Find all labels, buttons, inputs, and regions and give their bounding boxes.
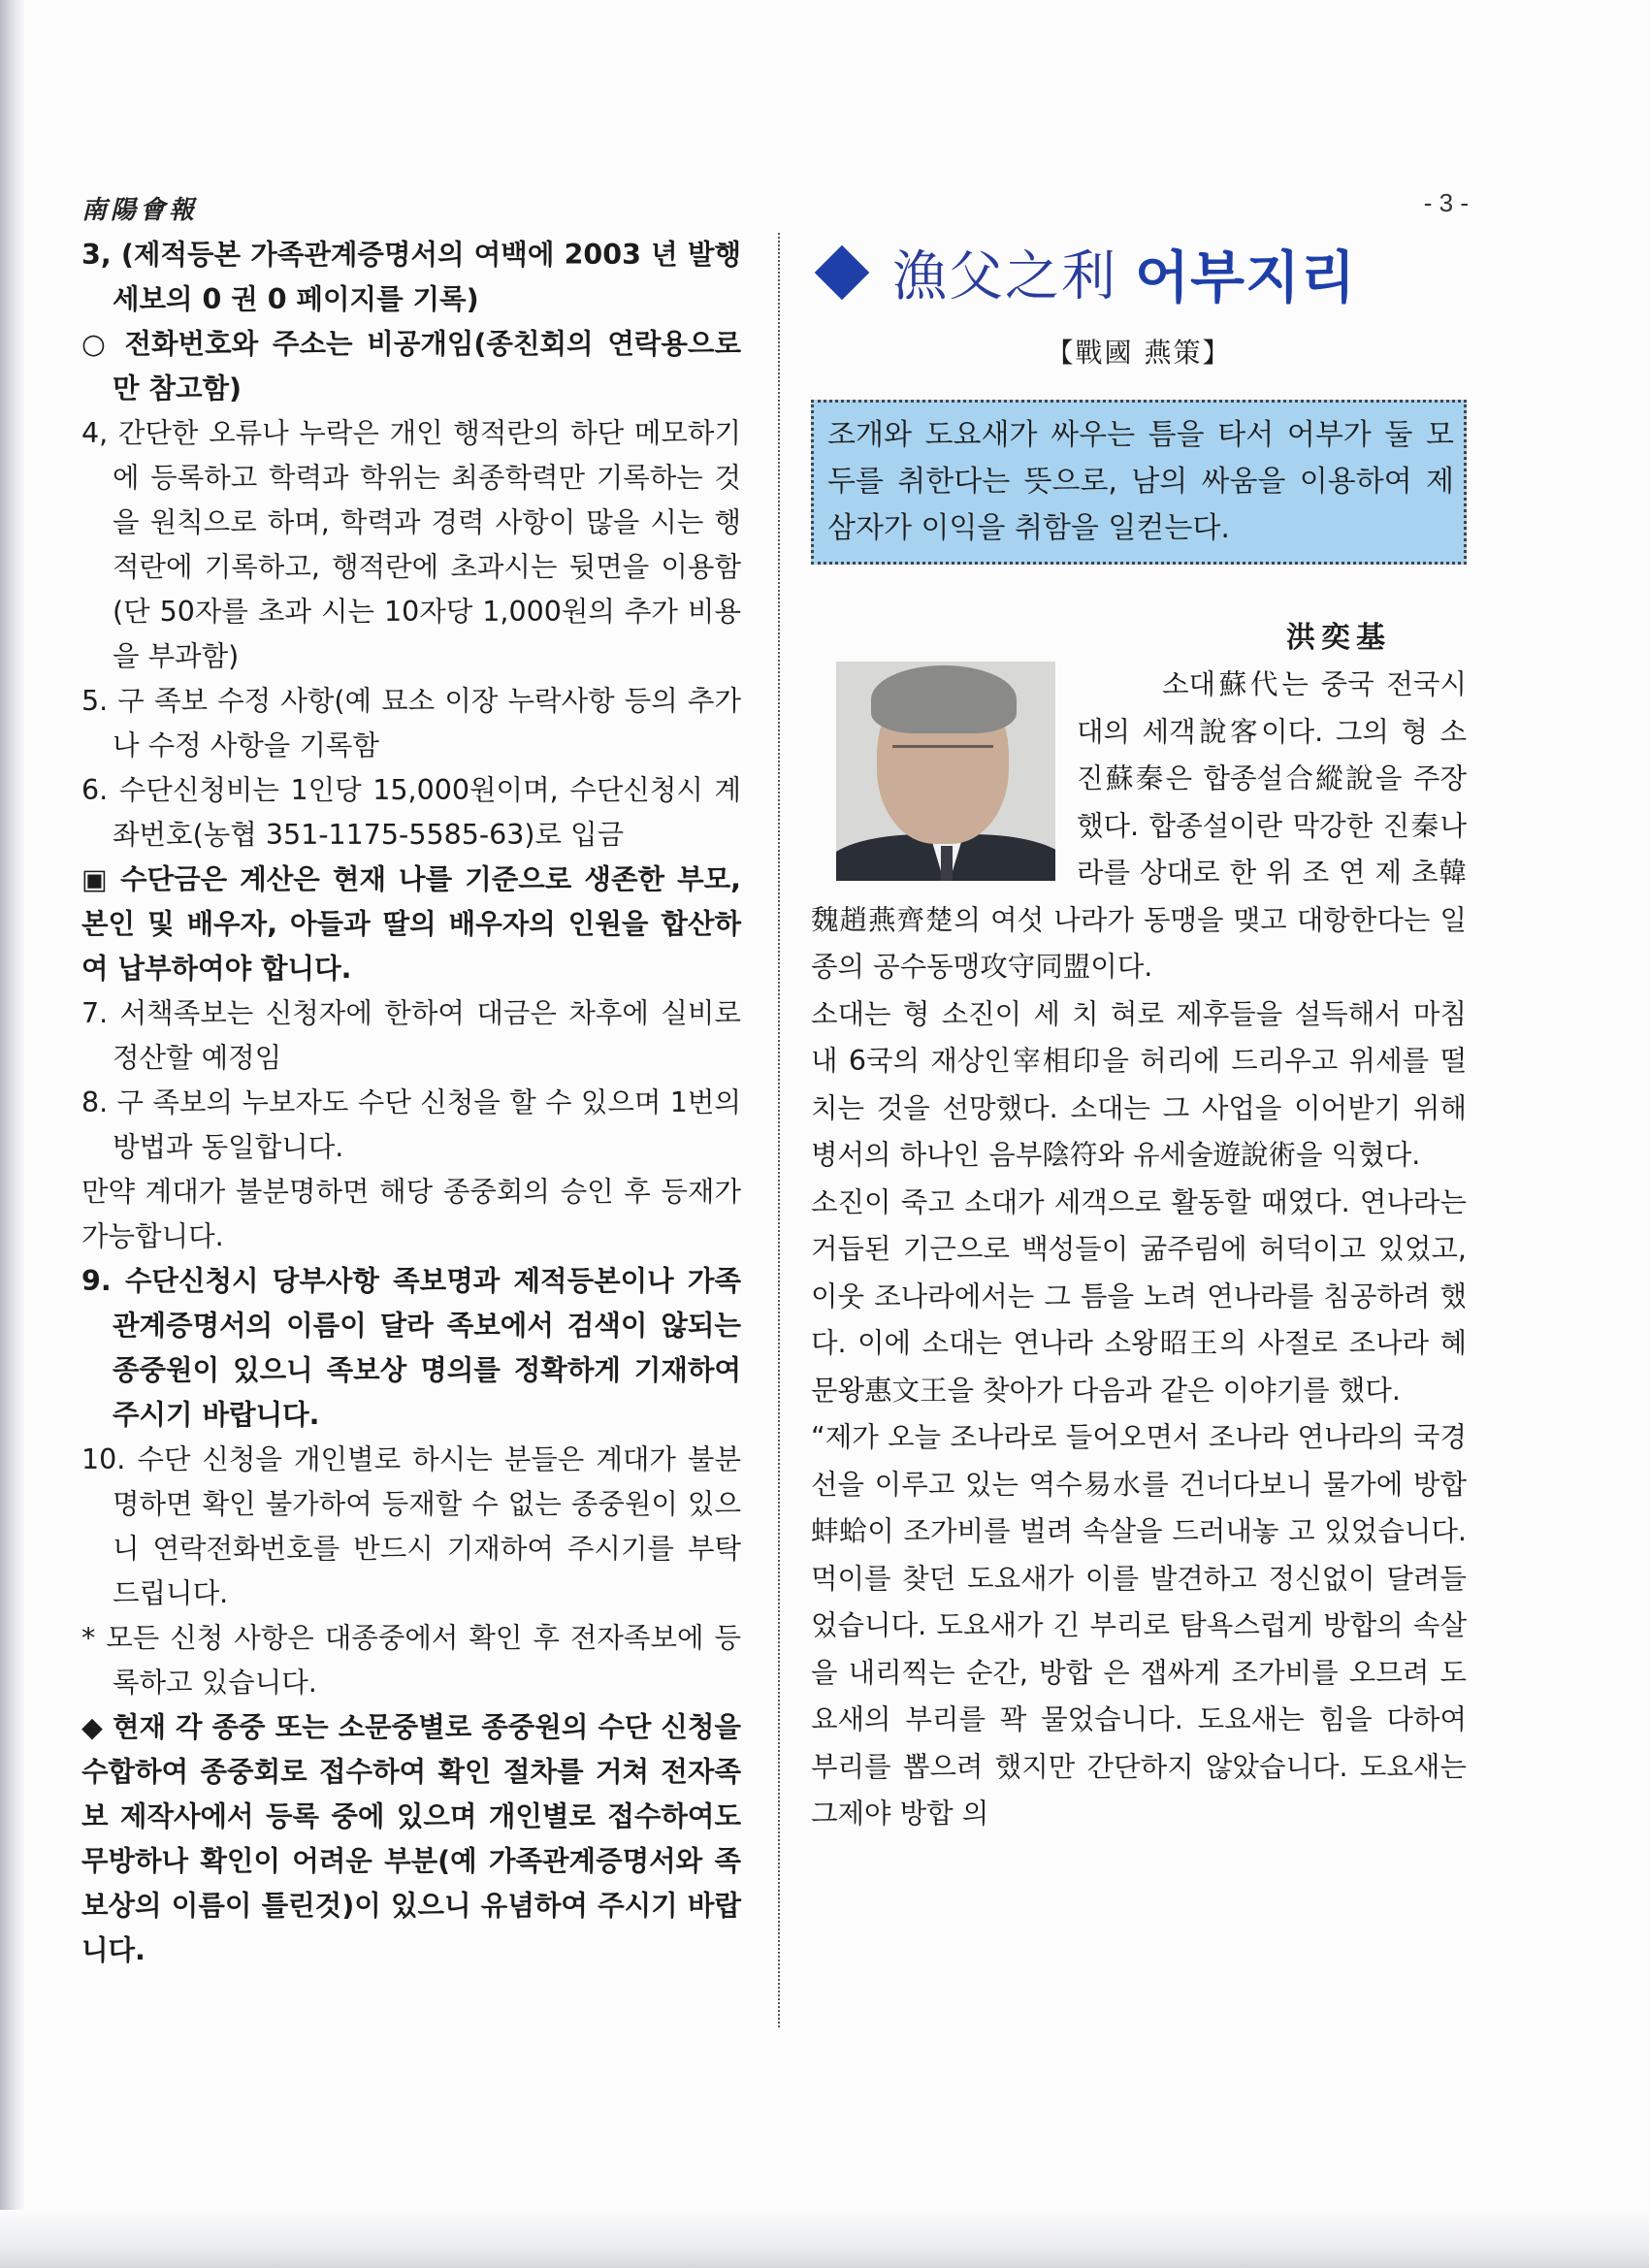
item-10: 10. 수단 신청을 개인별로 하시는 분들은 계대가 불분명하면 확인 불가하여 등재할 수 없는 종중원이 있으니 연락전화번호를 반드시 기재하여 주시기를 부탁드립니다. <box>81 1443 741 1609</box>
right-column <box>811 233 1467 1838</box>
author-portrait <box>836 662 1055 881</box>
item-6: 6. 수단신청비는 1인당 15,000원이며, 수단신청시 계좌번호(농협 351-1175-5585-63)로 입금 <box>81 774 741 851</box>
article-body <box>811 662 1467 1838</box>
title-hangul: 어부지리 <box>1135 244 1357 310</box>
diamond-bullet-icon <box>815 245 870 301</box>
article-paragraph: 소대는 형 소진이 세 치 혀로 제후들을 설득해서 마침내 6국의 재상인宰相印을 허리에 드리우고 위세를 떨치는 것을 선망했다. 소대는 그 사업을 이어받기 위해 병서의 하나인 음부陰符와 유세술遊說術을 익혔다. <box>811 997 1467 1171</box>
item-8: 8. 구 족보의 누보자도 수단 신청을 할 수 있으며 1번의 방법과 동일합니다. <box>81 1086 741 1163</box>
author-name: 洪奕基 <box>1286 621 1391 655</box>
item-9: 9. 수단신청시 당부사항 족보명과 제적등본이나 가족관계증명서의 이름이 달라 족보에서 검색이 않되는 종중원이 있으니 족보상 명의를 정확하게 기재하여 주시기 바랍니다. <box>81 1265 741 1431</box>
column-divider <box>778 233 780 2027</box>
privacy-note: ○ 전화번호와 주소는 비공개임(종친회의 연락용으로만 참고함) <box>81 328 741 405</box>
scan-edge-left <box>0 0 25 2268</box>
article-paragraph: 소대蘇代는 중국 전국시대의 세객說客이다. 그의 형 소진蘇秦은 합종설合縱說을 주장했다. 합종설이란 막강한 진秦나라를 상대로 한 위 조 연 제 초韓魏趙燕齊楚의 여섯 나라가 동맹을 맺고 대항한다는 일종의 공수동맹攻守同盟이다. <box>811 668 1467 983</box>
article-title <box>813 233 1467 312</box>
item-4: 4, 간단한 오류나 누락은 개인 행적란의 하단 메모하기에 등록하고 학력과 학위는 최종학력만 기록하는 것을 원칙으로 하며, 학력과 경력 사항이 많을 시는 행적란에 기록하고, 행적란에 초과시는 뒷면을 이용함(단 50자를 초과 시는 10자당 1,000원의 추가 비용을 부과함) <box>81 417 741 672</box>
article-paragraph: “제가 오늘 조나라로 들어오면서 조나라 연나라의 국경선을 이루고 있는 역수易水를 건너다보니 물가에 방합蚌蛤이 조가비를 벌려 속살을 드러내놓 고 있었습니다. 먹이를 찾던 도요새가 이를 발견하고 정신없이 달려들었습니다. 도요새가 긴 부리로 탐욕스럽게 방합의 속살을 내리찍는 순간, 방합 은 잽싸게 조가비를 오므려 도요새의 부리를 꽉 물었습니다. 도요새는 힘을 다하여 부리를 뽑으려 했지만 간단하지 않았습니다. 도요새는 그제야 방합 의 <box>811 1421 1467 1830</box>
article-paragraph: 소진이 죽고 소대가 세객으로 활동할 때였다. 연나라는 거듭된 기근으로 백성들이 굶주림에 허덕이고 있었고, 이웃 조나라에서는 그 틈을 노려 연나라를 침공하려 했다. 이에 소대는 연나라 소왕昭王의 사절로 조나라 혜문왕惠文王을 찾아가 다음과 같은 이야기를 했다. <box>811 1185 1467 1407</box>
asterisk-note: * 모든 신청 사항은 대종중에서 확인 후 전자족보에 등록하고 있습니다. <box>81 1622 741 1699</box>
summary-box: 조개와 도요새가 싸우는 틈을 타서 어부가 둘 모두를 취한다는 뜻으로, 남의 싸움을 이용하여 제삼자가 이익을 취함을 일컫는다. <box>811 400 1467 565</box>
title-hanja: 漁父之利 <box>892 245 1117 308</box>
closing-notice: ◆ 현재 각 종중 또는 소문중별로 종중원의 수단 신청을 수합하여 종중회로 접수하여 확인 절차를 거쳐 전자족보 제작사에서 등록 중에 있으며 개인별로 접수하여도 무방하나 확인이 어려운 부분(예 가족관계증명서와 족보상의 이름이 틀린것)이 있으니 유념하여 주시기 바랍니다. <box>81 1711 741 1966</box>
page-number: - 3 - <box>1423 188 1469 217</box>
fee-note: ▣ 수단금은 계산은 현재 나를 기준으로 생존한 부모, 본인 및 배우자, 아들과 딸의 배우자의 인원을 합산하여 납부하여야 합니다. <box>81 863 741 985</box>
item-8-note: 만약 계대가 불분명하면 해당 종중회의 승인 후 등재가 가능합니다. <box>81 1176 741 1252</box>
item-5: 5. 구 족보 수정 사항(예 묘소 이장 누락사항 등의 추가나 수정 사항을 기록함 <box>81 685 741 761</box>
item-3: 3, (제적등본 가족관계증명서의 여백에 2003 년 발행세보의 0 권 0 페이지를 기록) <box>81 239 741 315</box>
item-7: 7. 서책족보는 신청자에 한하여 대금은 차후에 실비로 정산할 예정임 <box>81 997 741 1074</box>
left-column <box>81 233 741 1973</box>
source-tag: 【戰國 燕策】 <box>1046 337 1232 369</box>
scan-edge-bottom <box>0 2210 1649 2268</box>
masthead: 南陽會報 <box>81 196 199 225</box>
